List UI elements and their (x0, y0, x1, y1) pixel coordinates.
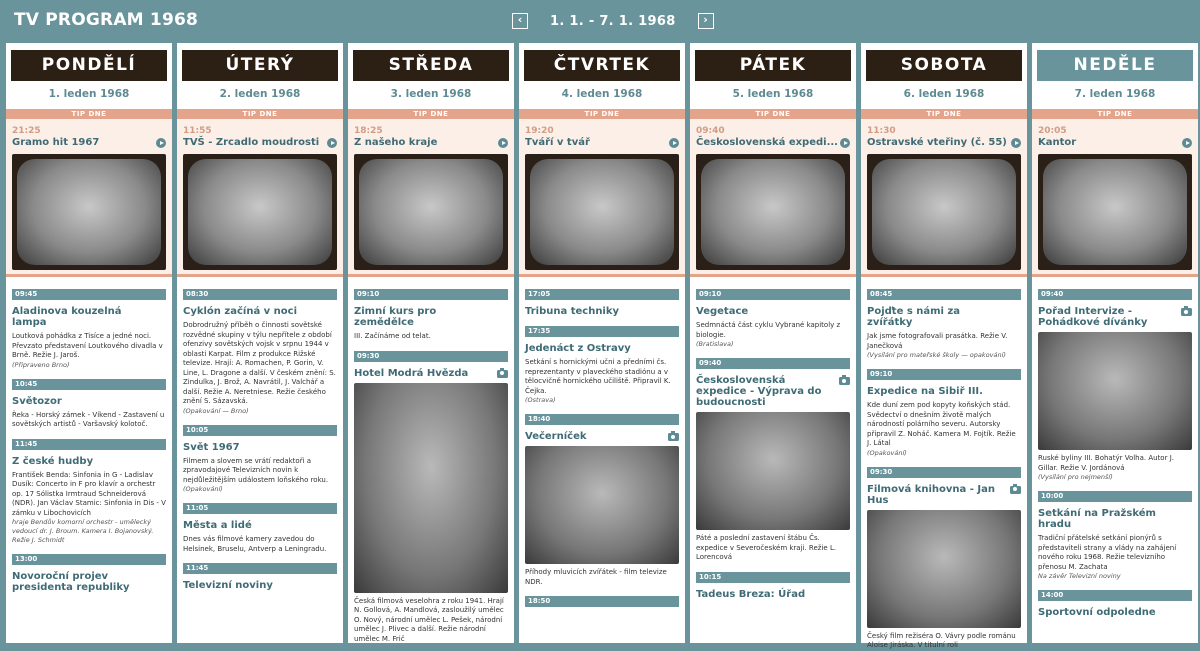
program-note: (Opakování — Brno) (183, 406, 249, 415)
program-note: hraje Bendův komorní orchestr - umělecký vedoucí dr. J. Broum. Kamera I. Bojanovský. Režie J. Schmidt (12, 518, 154, 544)
program-description: Řeka - Horský zámek - Víkend - Zastavení u sovětských artistů - Varšavský kolotoč. (12, 410, 165, 428)
program-title[interactable] (12, 456, 166, 467)
program-entry (867, 289, 1021, 360)
program-entry (183, 563, 337, 591)
program-time: 09:10 (867, 369, 1021, 380)
program-title[interactable] (1038, 607, 1192, 618)
program-title-text: Pojďte s námi za zvířátky (867, 306, 961, 328)
tip-title-text: Gramo hit 1967 (12, 137, 100, 148)
day-date: 7. leden 1968 (1074, 88, 1156, 100)
video-thumbnail[interactable] (525, 154, 679, 270)
program-description: Tradiční přátelské setkání pionýrů s představiteli strany a vlády na zahájení nového roku 1968. Režie televizního přenosu M. Zachata (1038, 534, 1177, 571)
video-thumbnail[interactable] (867, 154, 1021, 270)
program-time: 18:50 (525, 596, 679, 607)
program-entry (525, 596, 679, 607)
play-icon[interactable] (840, 138, 850, 148)
program-description: František Benda: Sinfonia in G - Ladislav Dusík: Concerto in F pro klavír a orchestr op. 17 Sólistka Irmtraud Schneiderová (NDR). Jan Václav Stamic: Sinfonia in Dis - V zámku v Libochovicích (12, 470, 166, 517)
program-description: Dobrodružný příběh o činnosti sovětské rozvědné skupiny v týlu nepřítele z období ofenzivy sovětských vojsk v srpnu 1944 v oblasti Karpat. Film z produkce Rižské televize. Hrají: A. Romachen, P. Gorin, V. Line, L. Dragone a další. V českém znění: S. Zindulka, J. Brož, A. Navrátil, J. Valchář a další. Režie A. Neretniese. Režie českého znění S. Sázavská. (183, 321, 336, 405)
tip-title-text: TVŠ - Zrcadlo moudrosti (183, 137, 320, 148)
program-time: 14:00 (1038, 590, 1192, 601)
tv-screen-image (1043, 159, 1187, 265)
video-thumbnail[interactable] (354, 154, 508, 270)
program-description: Loutková pohádka z Tisíce a jedné noci. Převzato představení Loutkového divadla v Brně. Režie J. Jaroš. (12, 332, 163, 359)
week-navigation (512, 13, 714, 29)
program-title[interactable] (525, 343, 679, 354)
program-title-text: Svět 1967 (183, 441, 240, 453)
program-title[interactable] (696, 306, 850, 317)
program-title[interactable] (696, 375, 850, 408)
program-entry (867, 369, 1021, 458)
program-description: Páté a poslední zastavení štábu Čs. expedice v Severočeském kraji. Režie L. Lorencová (696, 534, 837, 561)
camera-icon[interactable] (1181, 308, 1192, 316)
program-entry (1038, 590, 1192, 618)
play-icon[interactable] (498, 138, 508, 148)
tip-title[interactable] (696, 137, 850, 150)
day-column (861, 43, 1027, 649)
program-time: 10:45 (12, 379, 166, 390)
program-description: Kde duní zem pod kopyty koňských stád. Svědectví o dnešním životě malých národností polárního severu. Autorsky připravil Z. Noháč. Kamera M. Fojtík. Režie J. Látal (867, 401, 1016, 447)
play-icon[interactable] (156, 138, 166, 148)
tip-time: 20:05 (1038, 126, 1067, 136)
program-title-text: Filmová knihovna - Jan Hus (867, 483, 995, 506)
program-entry (354, 351, 508, 645)
day-date: 4. leden 1968 (561, 88, 643, 100)
day-name[interactable]: ČTVRTEK (524, 50, 680, 81)
play-icon[interactable] (1182, 138, 1192, 148)
tv-screen-image (701, 159, 845, 265)
program-title[interactable] (183, 306, 337, 317)
day-column (348, 43, 514, 643)
program-title-text: Sportovní odpoledne (1038, 607, 1156, 618)
tip-time: 19:20 (525, 126, 554, 136)
program-entry (525, 326, 679, 405)
program-time: 09:10 (696, 289, 850, 300)
camera-icon[interactable] (497, 370, 508, 378)
day-column (6, 43, 172, 643)
program-title-text: Zimní kurs pro zemědělce (354, 306, 437, 328)
tip-of-day[interactable] (690, 119, 856, 277)
tip-label: TIP DNE (519, 109, 685, 119)
tip-time: 21:25 (12, 126, 41, 136)
day-name[interactable]: PONDĚLÍ (11, 50, 167, 81)
program-description: Český film režiséra O. Vávry podle románu Aloise Jiráska. V titulní roli (867, 631, 1016, 649)
program-title[interactable] (525, 431, 679, 442)
program-time: 10:15 (696, 572, 850, 583)
program-entry (696, 289, 850, 349)
program-description: Setkání s hornickými učni a předními čs. reprezentanty v plaveckého stadiónu a v tělocvičně hornického učiliště. Připravil K. Čejka. (525, 358, 671, 395)
program-time: 09:30 (354, 351, 508, 362)
program-time: 09:40 (1038, 289, 1192, 300)
program-title-text: Jedenáct z Ostravy (525, 343, 631, 354)
day-name[interactable]: SOBOTA (866, 50, 1022, 81)
day-column (1032, 43, 1198, 643)
program-title[interactable] (354, 368, 508, 379)
tip-time: 18:25 (354, 126, 383, 136)
program-time: 11:45 (12, 439, 166, 450)
tip-title[interactable] (12, 137, 166, 150)
tip-title-text: Kantor (1038, 137, 1077, 148)
tip-time: 11:55 (183, 126, 212, 136)
program-time: 09:30 (867, 467, 1021, 478)
program-time: 09:10 (354, 289, 508, 300)
program-list (1032, 277, 1198, 618)
program-time: 09:40 (696, 358, 850, 369)
day-date: 2. leden 1968 (219, 88, 301, 100)
program-photo[interactable] (354, 383, 508, 593)
program-entry (354, 289, 508, 342)
program-entry (525, 289, 679, 317)
tv-screen-image (188, 159, 332, 265)
program-title-text: Tadeus Breza: Úřad (696, 588, 806, 600)
program-note: (Opakování) (867, 448, 907, 457)
program-time: 08:30 (183, 289, 337, 300)
program-entry (12, 439, 166, 546)
tip-title-text: Československá expedi... (696, 137, 838, 148)
day-date: 3. leden 1968 (390, 88, 472, 100)
play-icon[interactable] (669, 138, 679, 148)
program-title[interactable] (354, 306, 508, 328)
tip-label: TIP DNE (690, 109, 856, 119)
program-title[interactable] (1038, 306, 1192, 328)
day-name[interactable]: NEDĚLE (1037, 50, 1193, 81)
program-title-text: Pořad Intervize - Pohádkové dívánky (1038, 306, 1148, 328)
program-entry (183, 503, 337, 554)
day-name[interactable]: STŘEDA (353, 50, 509, 81)
program-note: (Vysílání pro nejmenší) (1038, 473, 1113, 481)
prev-week-button[interactable]: ‹ (512, 13, 528, 29)
program-description: Filmem a slovem se vrátí redaktoři a zpravodajové Televizních novin k nejdůležitějším událostem loňského roku. (183, 456, 329, 484)
program-title[interactable] (696, 589, 850, 600)
tv-screen-image (530, 159, 674, 265)
program-title[interactable] (183, 442, 337, 453)
program-title[interactable] (12, 306, 166, 328)
program-time: 09:45 (12, 289, 166, 300)
program-note: (Připraveno Brno) (12, 360, 70, 369)
program-title[interactable] (525, 306, 679, 317)
program-note: (Bratislava) (696, 340, 734, 348)
play-icon[interactable] (327, 138, 337, 148)
day-date: 1. leden 1968 (48, 88, 130, 100)
tv-screen-image (872, 159, 1016, 265)
program-title[interactable] (867, 306, 1021, 328)
day-name[interactable]: ÚTERÝ (182, 50, 338, 81)
day-date: 5. leden 1968 (732, 88, 814, 100)
program-time: 10:00 (1038, 491, 1192, 502)
tip-of-day[interactable] (519, 119, 685, 277)
program-note: (Vysílání pro mateřské školy — opakování) (867, 351, 1006, 359)
day-date: 6. leden 1968 (903, 88, 985, 100)
program-entry (1038, 491, 1192, 581)
tip-title[interactable] (354, 137, 508, 150)
day-name[interactable]: PÁTEK (695, 50, 851, 81)
program-title-text: Světozor (12, 395, 62, 407)
program-title-text: Tribuna techniky (525, 306, 620, 317)
program-entry (1038, 289, 1192, 482)
program-title-text: Setkání na Pražském hradu (1038, 508, 1156, 530)
program-photo[interactable] (696, 412, 850, 530)
program-title-text: Z české hudby (12, 455, 94, 467)
program-entry (525, 414, 679, 587)
program-entry (183, 425, 337, 495)
program-entry (12, 289, 166, 370)
video-thumbnail[interactable] (183, 154, 337, 270)
tip-title[interactable] (183, 137, 337, 150)
tip-title[interactable] (867, 137, 1021, 150)
program-title-text: Aladinova kouzelná lampa (12, 306, 122, 328)
tip-label: TIP DNE (861, 109, 1027, 119)
tip-of-day[interactable] (6, 119, 172, 277)
program-title[interactable] (12, 396, 166, 407)
program-time: 08:45 (867, 289, 1021, 300)
play-icon[interactable] (1011, 138, 1021, 148)
program-title[interactable] (1038, 508, 1192, 530)
program-title-text: Večerníček (525, 431, 587, 442)
program-title-text: Vegetace (696, 306, 749, 317)
tip-time: 09:40 (696, 126, 725, 136)
top-bar (0, 0, 1200, 43)
camera-icon[interactable] (1010, 486, 1021, 494)
program-description: Česká filmová veselohra z roku 1941. Hrají N. Gollová, A. Mandlová, zasloužilý umělec O. Nový, národní umělec L. Pešek, národní umělec J. Plivec a další. Režie národní umělec M. Frič (354, 596, 504, 643)
tip-title-text: Z našeho kraje (354, 137, 438, 148)
program-entry (696, 358, 850, 563)
tip-label: TIP DNE (177, 109, 343, 119)
program-list (6, 277, 172, 593)
tip-of-day[interactable] (1032, 119, 1198, 277)
program-photo[interactable] (525, 446, 679, 564)
program-list (519, 277, 685, 607)
video-thumbnail[interactable] (696, 154, 850, 270)
program-time: 11:45 (183, 563, 337, 574)
video-thumbnail[interactable] (1038, 154, 1192, 270)
camera-icon[interactable] (839, 377, 850, 385)
program-entry (867, 467, 1021, 651)
program-description: Příhody mluvicích zvířátek - film televize NDR. (525, 568, 667, 586)
program-description: Ruské byliny III. Bohatýr Volha. Autor J. Gillar. Režie V. Jordánová (1038, 454, 1174, 472)
program-note: (Opakování) (183, 485, 223, 493)
program-title-text: Expedice na Sibiř III. (867, 386, 983, 397)
program-entry (12, 379, 166, 430)
program-time: 13:00 (12, 554, 166, 565)
day-column (690, 43, 856, 643)
program-time: 17:35 (525, 326, 679, 337)
tip-label: TIP DNE (6, 109, 172, 119)
program-title[interactable] (183, 520, 337, 531)
date-range: 1. 1. - 7. 1. 1968 (550, 13, 676, 29)
tv-screen-image (359, 159, 503, 265)
tip-title-text: Tváří v tvář (525, 137, 590, 148)
program-title[interactable] (867, 386, 1021, 397)
program-note: (Ostrava) (525, 396, 556, 404)
program-description: Dnes vás filmové kamery zavedou do Helsinek, Bruselu, Antverp a Leningradu. (183, 535, 327, 553)
program-description: Jak jsme fotografovali prasátka. Režie V. Janečková (867, 332, 1008, 350)
program-entry (183, 289, 337, 416)
program-time: 11:05 (183, 503, 337, 514)
program-title[interactable] (867, 484, 1021, 506)
next-week-button[interactable]: › (698, 13, 714, 29)
program-time: 17:05 (525, 289, 679, 300)
day-column (177, 43, 343, 643)
program-list (177, 277, 343, 591)
tv-screen-image (17, 159, 161, 265)
tip-title[interactable] (1038, 137, 1192, 150)
camera-icon[interactable] (668, 433, 679, 441)
program-description: Sedmnáctá část cyklu Vybrané kapitoly z biologie. (696, 321, 841, 339)
tip-of-day[interactable] (177, 119, 343, 277)
program-list (690, 277, 856, 600)
program-title-text: Města a lidé (183, 520, 252, 531)
day-column (519, 43, 685, 643)
program-title-text: Hotel Modrá Hvězda (354, 367, 469, 379)
tip-of-day[interactable] (348, 119, 514, 277)
tip-label: TIP DNE (1032, 109, 1198, 119)
program-entry (696, 572, 850, 600)
program-note: Na závěr Televizní noviny (1038, 572, 1121, 580)
video-thumbnail[interactable] (12, 154, 166, 270)
program-description: III. Začínáme od telat. (354, 332, 431, 340)
program-photo[interactable] (1038, 332, 1192, 450)
tip-title[interactable] (525, 137, 679, 150)
program-title-text: Československá expedice - Výprava do budoucnosti (696, 375, 822, 408)
program-title-text: Cyklón začíná v noci (183, 306, 298, 317)
program-title-text: Novoroční projev presidenta republiky (12, 571, 130, 593)
tip-of-day[interactable] (861, 119, 1027, 277)
program-title[interactable] (183, 580, 337, 591)
program-time: 10:05 (183, 425, 337, 436)
program-title[interactable] (12, 571, 166, 593)
program-time: 18:40 (525, 414, 679, 425)
program-entry (12, 554, 166, 593)
tip-title-text: Ostravské vteřiny (č. 55) (867, 137, 1007, 148)
page-title: TV PROGRAM 1968 (14, 10, 199, 30)
program-photo[interactable] (867, 510, 1021, 628)
program-list (348, 277, 514, 644)
program-title-text: Televizní noviny (183, 580, 273, 591)
tip-time: 11:30 (867, 126, 896, 136)
tip-label: TIP DNE (348, 109, 514, 119)
program-list (861, 277, 1027, 651)
